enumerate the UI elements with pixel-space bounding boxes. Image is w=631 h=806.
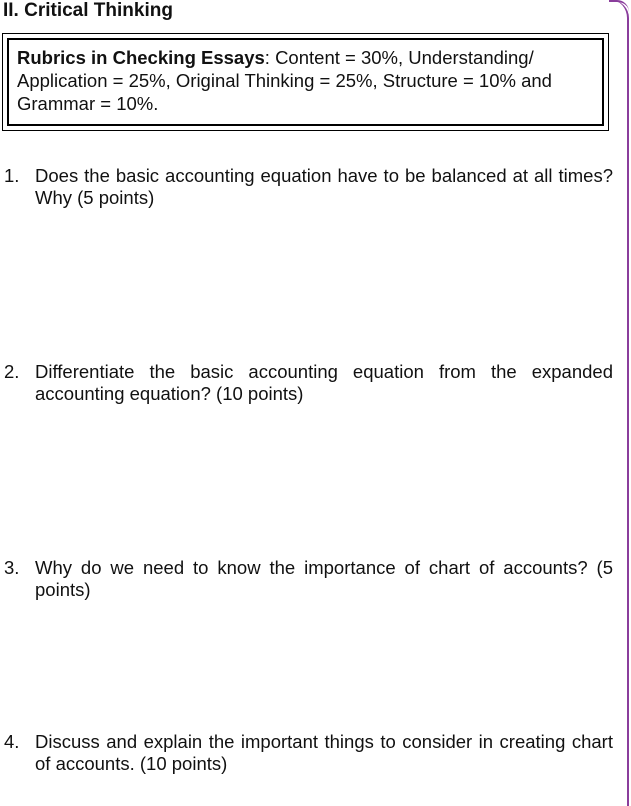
question-number: 2. (4, 361, 20, 382)
question-number: 4. (4, 731, 20, 752)
question-number: 1. (4, 165, 20, 186)
rubric-content (7, 38, 604, 126)
rubric-text: : Content = 30%, Understanding/ Application = 25%, Original Thinking = 25%, Structure = 10% and Grammar = 10%. (17, 47, 552, 114)
question-text: Discuss and explain the important things to consider in creating chart of accounts. (10 points) (35, 731, 613, 774)
question-number: 3. (4, 557, 20, 578)
section-title: II. Critical Thinking (3, 0, 173, 21)
rubric-box (2, 33, 609, 131)
question-text: Does the basic accounting equation have to be balanced at all times? Why (5 points) (35, 165, 613, 208)
question-text: Differentiate the basic accounting equation from the expanded accounting equation? (10 points) (35, 361, 613, 404)
rubric-label: Rubrics in Checking Essays (17, 47, 265, 68)
question-text: Why do we need to know the importance of chart of accounts? (5 points) (35, 557, 613, 600)
